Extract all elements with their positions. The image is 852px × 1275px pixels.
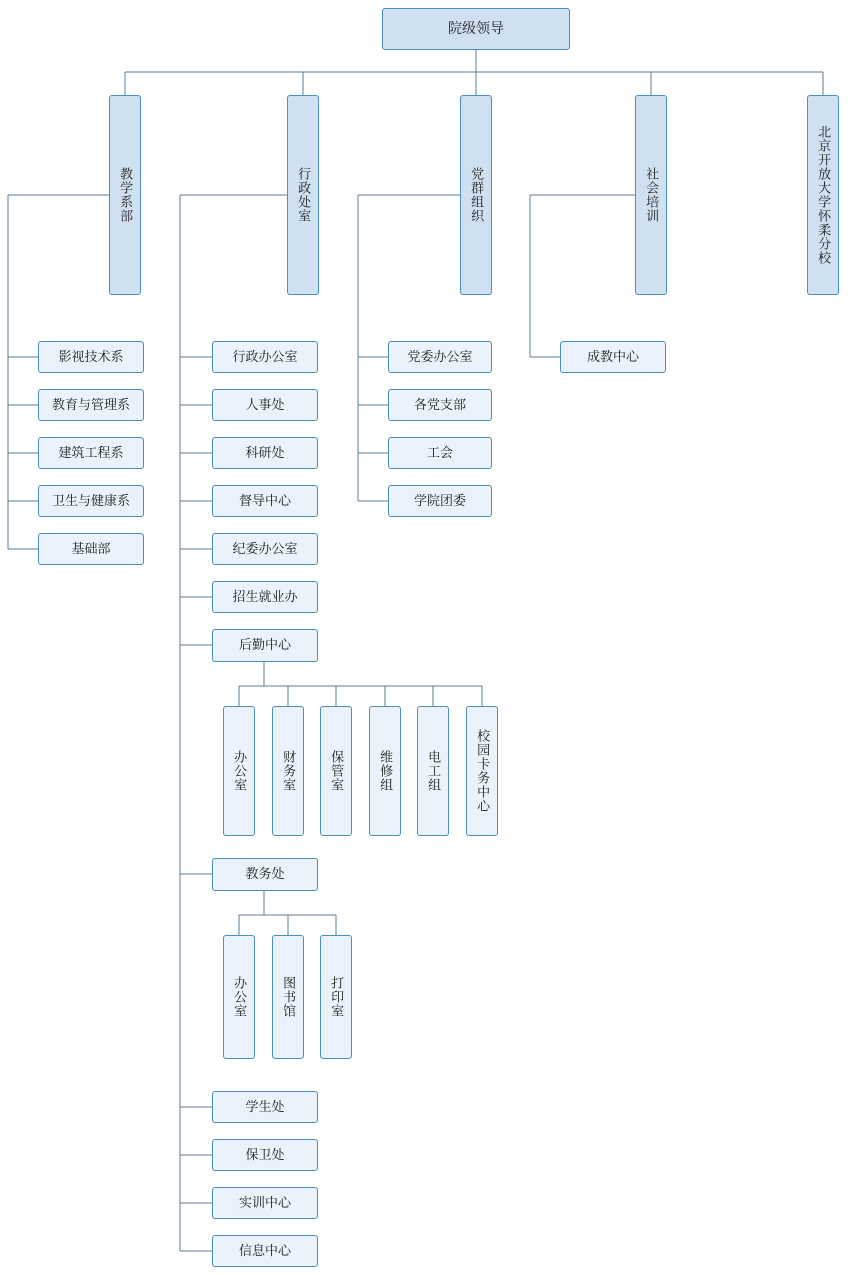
node-academic-affairs-office[interactable] [212, 858, 318, 891]
node-education-management-dept[interactable] [38, 389, 144, 421]
node-finance-office[interactable] [272, 706, 304, 836]
node-administrative-offices[interactable] [287, 95, 319, 295]
node-film-tv-technology-dept-label: 影视技术系 [58, 348, 124, 364]
node-security-office-label: 保卫处 [245, 1146, 285, 1162]
node-party-committee-office[interactable] [388, 341, 492, 373]
node-party-organizations-label: 党群组织 [469, 167, 485, 223]
node-electrician-team[interactable] [417, 706, 449, 836]
node-foundation-dept-label: 基础部 [71, 540, 111, 556]
node-foundation-dept[interactable] [38, 533, 144, 565]
node-campus-card-service-center[interactable] [466, 706, 498, 836]
node-print-room[interactable] [320, 935, 352, 1059]
node-construction-engineering-dept-label: 建筑工程系 [58, 444, 124, 460]
node-library[interactable] [272, 935, 304, 1059]
node-party-organizations[interactable] [460, 95, 492, 295]
node-storage-office-label: 保管室 [329, 750, 345, 792]
node-research-department[interactable] [212, 437, 318, 469]
node-hr-department-label: 人事处 [245, 396, 285, 412]
node-logistics-center-label: 后勤中心 [238, 637, 291, 653]
node-party-committee-office-label: 党委办公室 [407, 348, 473, 364]
node-labor-union-label: 工会 [426, 444, 453, 460]
node-youth-league-committee-label: 学院团委 [413, 492, 466, 508]
node-continuing-education-center-label: 成教中心 [586, 348, 639, 364]
node-student-affairs-office[interactable] [212, 1091, 318, 1123]
node-admin-office[interactable] [212, 341, 318, 373]
node-finance-office-label: 财务室 [281, 750, 297, 792]
node-academic-office-label: 办公室 [232, 976, 248, 1018]
node-administrative-offices-label: 行政处室 [296, 167, 312, 223]
node-logistics-office-label: 办公室 [232, 750, 248, 792]
node-hr-department[interactable] [212, 389, 318, 421]
node-youth-league-committee[interactable] [388, 485, 492, 517]
node-discipline-office[interactable] [212, 533, 318, 565]
node-root[interactable] [382, 8, 570, 50]
node-maintenance-team-label: 维修组 [378, 750, 394, 792]
node-construction-engineering-dept[interactable] [38, 437, 144, 469]
node-teaching-departments-label: 教学系部 [118, 167, 134, 223]
node-discipline-office-label: 纪委办公室 [232, 540, 298, 556]
node-film-tv-technology-dept[interactable] [38, 341, 144, 373]
node-student-affairs-office-label: 学生处 [245, 1098, 285, 1114]
node-training-practice-center-label: 实训中心 [238, 1194, 291, 1210]
node-academic-office[interactable] [223, 935, 255, 1059]
node-academic-affairs-office-label: 教务处 [245, 866, 285, 882]
node-beijing-open-university-huairou-branch[interactable] [807, 95, 839, 295]
node-supervision-center[interactable] [212, 485, 318, 517]
node-admissions-employment-office[interactable] [212, 581, 318, 613]
node-supervision-center-label: 督导中心 [238, 492, 291, 508]
node-party-branches-label: 各党支部 [413, 396, 466, 412]
node-information-center-label: 信息中心 [238, 1242, 291, 1258]
node-education-management-dept-label: 教育与管理系 [51, 396, 130, 412]
node-electrician-team-label: 电工组 [426, 750, 442, 792]
node-campus-card-service-center-label: 校园卡务中心 [475, 729, 491, 813]
node-logistics-office[interactable] [223, 706, 255, 836]
node-beijing-open-university-huairou-branch-label: 北京开放大学怀柔分校 [816, 125, 832, 265]
node-health-wellness-dept-label: 卫生与健康系 [51, 492, 130, 508]
node-continuing-education-center[interactable] [560, 341, 666, 373]
node-library-label: 图书馆 [281, 976, 297, 1018]
node-maintenance-team[interactable] [369, 706, 401, 836]
node-social-training-label: 社会培训 [644, 167, 660, 223]
node-admissions-employment-office-label: 招生就业办 [232, 588, 298, 604]
node-logistics-center[interactable] [212, 629, 318, 662]
node-research-department-label: 科研处 [245, 444, 285, 460]
node-labor-union[interactable] [388, 437, 492, 469]
node-health-wellness-dept[interactable] [38, 485, 144, 517]
node-party-branches[interactable] [388, 389, 492, 421]
node-print-room-label: 打印室 [329, 976, 345, 1018]
node-root-label: 院级领导 [448, 20, 504, 37]
node-training-practice-center[interactable] [212, 1187, 318, 1219]
node-teaching-departments[interactable] [109, 95, 141, 295]
node-social-training[interactable] [635, 95, 667, 295]
node-information-center[interactable] [212, 1235, 318, 1267]
node-storage-office[interactable] [320, 706, 352, 836]
node-security-office[interactable] [212, 1139, 318, 1171]
node-admin-office-label: 行政办公室 [232, 348, 298, 364]
